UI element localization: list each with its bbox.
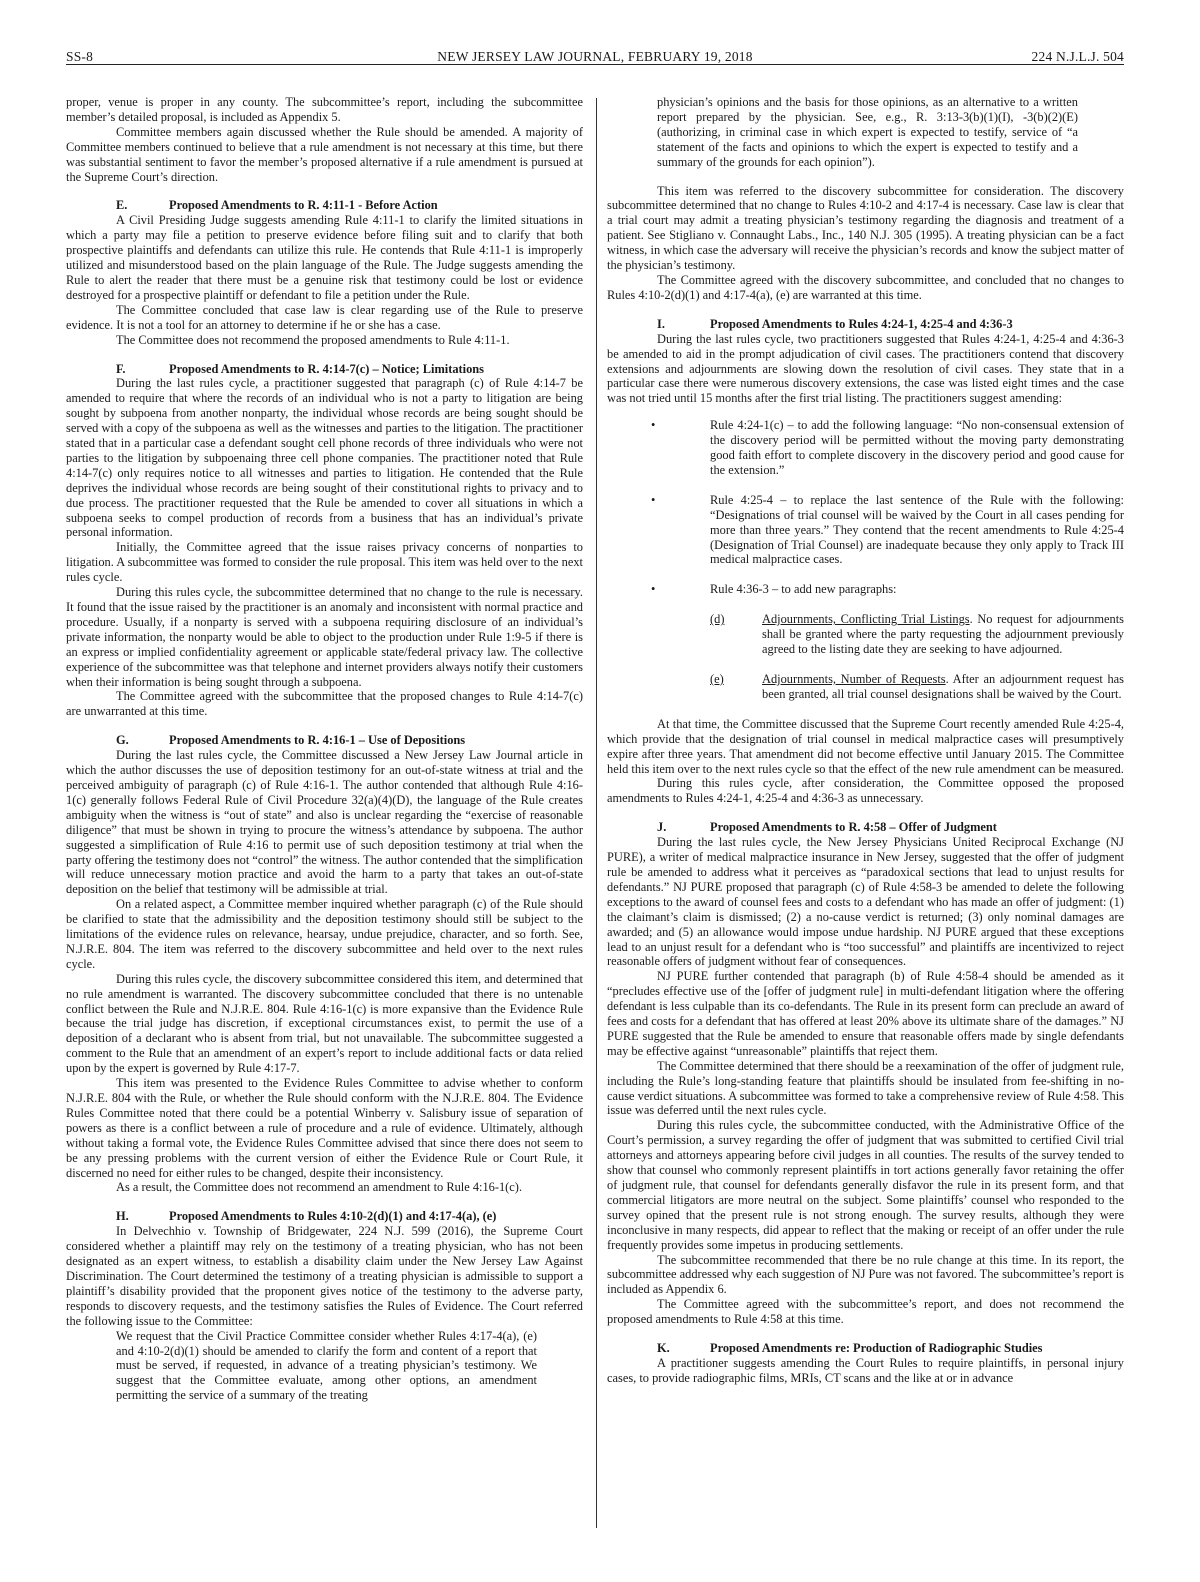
publication-title: NEW JERSEY LAW JOURNAL, FEBRUARY 19, 2018 bbox=[437, 49, 753, 64]
paragraph: The Committee concluded that case law is clear regarding use of the Rule to preserve evidence. It is not a tool for an attorney to determine if he or she has a case. bbox=[66, 302, 583, 332]
paragraph: On a related aspect, a Committee member inquired whether paragraph (c) of the Rule should be clarified to state that the admissibility and the deposition testimony should still be subject to the limitations of the evidence rules on relevance, hearsay, undue prejudice, character, and so forth. See, N.J.R.E. 804. The item was referred to the discovery subcommittee and held over to the next rules cycle. bbox=[66, 897, 583, 971]
paragraph: Initially, the Committee agreed that the issue raises privacy concerns of nonparties to litigation. A subcommittee was formed to consider the rule proposal. This item was held over to the next rules cycle. bbox=[66, 540, 583, 585]
paragraph: proper, venue is proper in any county. The subcommittee’s report, including the subcommittee member’s detailed proposal, is included as Appendix 5. bbox=[66, 95, 583, 124]
paragraph: NJ PURE further contended that paragraph (b) of Rule 4:58-4 should be amended as it “precludes effective use of the [offer of judgment rule] in multi-defendant litigation where the offering defendant is less culpable than its co-defendants. The Rule in its present form can preclude an award of fees and costs for a defendant that has offered at least 20% above its ultimate share of the damages.” NJ PURE suggested that the Rule be amended to ensure that reasonable offers made by single defendants may be effective against “unreasonable” plaintiffs that reject them. bbox=[607, 969, 1124, 1058]
page-header bbox=[66, 34, 1124, 65]
paragraph: The subcommittee recommended that there be no rule change at this time. In its report, the subcommittee addressed why each suggestion of NJ Pure was not favored. The subcommittee’s report is included as Appendix 6. bbox=[607, 1252, 1124, 1297]
paragraph: The Committee agreed with the discovery subcommittee, and concluded that no changes to Rules 4:10-2(d)(1) and 4:17-4(a), (e) are warranted at this time. bbox=[607, 272, 1124, 302]
paragraph: The Committee does not recommend the proposed amendments to Rule 4:11-1. bbox=[116, 332, 510, 347]
right-column bbox=[607, 95, 1124, 1386]
block-quote: We request that the Civil Practice Committee consider whether Rules 4:17-4(a), (e) and 4:10-2(d)(1) should be amended to clarify the form and content of a report that must be served, if requested, in advance of a treating physician’s testimony. We suggest that the Committee evaluate, among other options, an amendment permitting the service of a summary of the treating bbox=[116, 1328, 537, 1403]
list-item: • Rule 4:25-4 – to replace the last sentence of the Rule with the following: “Designations of trial counsel will be waived by the Court in all cases pending for more than three years.” They contend that the recent amendments to Rule 4:25-4 (Designation of Trial Counsel) are inadequate because they only apply to Track III medical malpractice cases. bbox=[651, 492, 1124, 567]
paragraph: Committee members again discussed whether the Rule should be amended. A majority of Committee members continued to believe that a rule amendment is not necessary at this time, but there was substantial sentiment to favor the member’s proposed alternative if a rule amendment is pursued at the Supreme Court’s direction. bbox=[66, 124, 583, 184]
paragraph: During the last rules cycle, two practitioners suggested that Rules 4:24-1, 4:25-4 and 4:36-3 be amended to aid in the prompt adjudication of civil cases. The practitioners contend that discovery extensions and adjournments are slowing down the resolution of civil cases. They state that in a particular case there were numerous discovery extensions, the case was listed eight times and the case was not tried until 15 months after the first trial listing. The practitioners suggest amending: bbox=[607, 331, 1124, 406]
column-divider bbox=[596, 98, 597, 1528]
paragraph: The Committee agreed with the subcommittee’s report, and does not recommend the proposed amendments to Rule 4:58 at this time. bbox=[607, 1297, 1124, 1327]
list-item: • Rule 4:36-3 – to add new paragraphs: bbox=[651, 582, 897, 597]
paragraph: During this rules cycle, the subcommittee conducted, with the Administrative Office of the Court’s permission, a survey regarding the offer of judgment that was submitted to certified Civil trial attorneys and attorneys appearing before civil judges in all counties. The results of the survey tended to show that counsel who commonly represent plaintiffs in tort actions generally favor retaining the offer of judgment rule, that counsel for defendants generally disfavor the rule in its present form, and that commercial litigators are more neutral on the subject. Some plaintiffs’ counsel who responded to the survey opined that the present rule is not strong enough. The survey results, although they were inconclusive in many respects, did appear to reflect that the making or receipt of an offer under the rule frequently provides some impetus in producing settlements. bbox=[607, 1118, 1124, 1252]
paragraph: During the last rules cycle, the Committee discussed a New Jersey Law Journal article in which the author discusses the use of deposition testimony for an out-of-state witness at trial and the perceived ambiguity of paragraph (c) of Rule 4:16-1. The author contended that although Rule 4:16-1(c) generally follows Federal Rule of Civil Procedure 32(a)(4)(D), the language of the Rule creates ambiguity when the witness is “out of state” and also is unclear regarding the “exercise of reasonable diligence” that must be shown in trying to procure the witness’s attendance by subpoena. The author suggested a simplification of Rule 4:16 to permit use of such deposition testimony at trial when the party offering the testimony does not “control” the witness. The author contended that the simplification will reduce unnecessary motion practice and avoid the harm to a party that takes an out-of-state deposition on the belief that testimony will be admissible at trial. bbox=[66, 748, 583, 897]
paragraph: As a result, the Committee does not recommend an amendment to Rule 4:16-1(c). bbox=[116, 1180, 523, 1195]
paragraph: This item was referred to the discovery subcommittee for consideration. The discovery subcommittee determined that no change to Rules 4:10-2 and 4:17-4 is necessary. Case law is clear that a trial court may admit a treating physician’s testimony regarding the diagnosis and treatment of a patient. See Stigliano v. Connaught Labs., Inc., 140 N.J. 305 (1995). A treating physician can be a fact witness, in which case the adversary will receive the physician’s records and know the subject matter of the physician’s testimony. bbox=[607, 183, 1124, 273]
section-heading-i: I. Proposed Amendments to Rules 4:24-1, 4:25-4 and 4:36-3 bbox=[657, 316, 1013, 331]
bullet-list bbox=[607, 418, 1124, 597]
section-heading-g: G. Proposed Amendments to R. 4:16-1 – Use of Depositions bbox=[116, 733, 466, 748]
paragraph: A Civil Presiding Judge suggests amending Rule 4:11-1 to clarify the limited situations in which a party may file a petition to preserve evidence before filing suit and to clarify that both prospective plaintiffs and defendants can utilize this rule. He contends that Rule 4:11-1 is improperly utilized and misunderstood based on the plain language of the Rule. The Judge suggests amending the Rule to alert the reader that there must be a genuine risk that testimony could be lost or evidence destroyed for a prospective plaintiff or defendant to file a petition under the Rule. bbox=[66, 213, 583, 302]
left-column bbox=[66, 95, 583, 1403]
paragraph: This item was presented to the Evidence Rules Committee to advise whether to conform N.J.R.E. 804 with the Rule, or whether the Rule should conform with the N.J.R.E. 804. The Evidence Rules Committee noted that there could be a potential Winberry v. Salisbury issue of separation of powers as there is a conflict between a rule of procedure and a rule of evidence. Ultimately, although without taking a formal vote, the Evidence Rules Committee advised that since there does not seem to be any pressing problems with the current version of either the Evidence Rule or Court Rule, it discerned no need for either rules to be changed, despite their inconsistency. bbox=[66, 1076, 583, 1180]
sub-paragraph-e: (e) Adjournments, Number of Requests. After an adjournment request has been granted, all trial counsel designations shall be waived by the Court. bbox=[710, 672, 1124, 701]
list-item: • Rule 4:24-1(c) – to add the following language: “No non-consensual extension of the discovery period will be permitted without the moving party demonstrating good faith effort to complete discovery in the discovery period and good cause for the extension.” bbox=[651, 418, 1124, 477]
sub-heading: Adjournments, Conflicting Trial Listings bbox=[762, 612, 970, 627]
sub-paragraph-d: (d) Adjournments, Conflicting Trial Listings. No request for adjournments shall be granted where the party requesting the adjournment previously agreed to the listing date they are seeking to have adjourned. bbox=[710, 612, 1124, 657]
sub-label: (e) bbox=[710, 672, 724, 686]
page-number: SS-8 bbox=[66, 49, 94, 64]
section-heading-e: E. Proposed Amendments to R. 4:11-1 - Before Action bbox=[116, 198, 438, 213]
block-quote-continued: physician’s opinions and the basis for those opinions, as an alternative to a written report prepared by the physician. See, e.g., R. 3:13-3(b)(1)(I), -3(b)(2)(E) (authorizing, in criminal case in which expert is expected to testify, service of “a statement of the facts and opinions to which the expert is expected to testify and a summary of the grounds for each opinion”). bbox=[657, 95, 1078, 169]
section-heading-k: K. Proposed Amendments re: Production of Radiographic Studies bbox=[657, 1341, 1043, 1356]
sub-heading: Adjournments, Number of Requests bbox=[762, 672, 946, 686]
paragraph: During the last rules cycle, the New Jersey Physicians United Reciprocal Exchange (NJ PURE), a writer of medical malpractice insurance in New Jersey, suggested that the offer of judgment rule be amended to address what it perceives as “paradoxical sections that lead to unjust results for defendants.” NJ PURE proposed that paragraph (c) of Rule 4:58-3 be amended to delete the following exceptions to the award of counsel fees and costs to a defendant who has made an offer of judgment: (1) the claimant’s claim is dismissed; (2) a no-cause verdict is returned; (3) only nominal damages are awarded; and (5) an allowance would impose undue hardship. NJ PURE argued that these exceptions lead to an unjust result for a defendant who is “too successful” and plaintiffs are incentivized to reject reasonable offers of judgment without fear of consequences. bbox=[607, 835, 1124, 969]
paragraph: In Delvechhio v. Township of Bridgewater, 224 N.J. 599 (2016), the Supreme Court considered whether a plaintiff may rely on the testimony of a treating physician, who has not been designated as an expert witness, to establish a disability claim under the New Jersey Law Against Discrimination. The Court determined the testimony of a treating physician is admissible to support a plaintiff’s disability provided that the proponent gives notice of the testimony to the adverse party, responds to discovery requests, and the testimony satisfies the Rules of Evidence. The Court referred the following issue to the Committee: bbox=[66, 1224, 583, 1328]
paragraph: During the last rules cycle, a practitioner suggested that paragraph (c) of Rule 4:14-7 be amended to require that where the records of an individual who is not a party to litigation are being sought by subpoena from another nonparty, the individual whose records are being sought should be served with a copy of the subpoena as well as the witnesses and parties to the litigation. The practitioner stated that in a particular case a defendant sought cell phone records of three individuals who were not parties to the litigation by subpoenaing three cell phone companies. The practitioner noted that Rule 4:14-7(c) only requires notice to all witnesses and parties to litigation. He contended that the Rule deprives the individual whose records are being sought of their constitutional rights to privacy and to due process. The practitioner requested that the Rule be amended to cover all situations in which a subpoena seeks to compel production of records from a business that has an individual’s private personal information. bbox=[66, 376, 583, 540]
section-heading-h: H. Proposed Amendments to Rules 4:10-2(d)(1) and 4:17-4(a), (e) bbox=[116, 1209, 497, 1224]
paragraph: At that time, the Committee discussed that the Supreme Court recently amended Rule 4:25-4, which provide that the designation of trial counsel in medical malpractice cases will presumptively expire after three years. That amendment did not become effective until January 2015. The Committee held this item over to the next rules cycle so that the effect of the new rule amendment can be measured. bbox=[607, 716, 1124, 776]
paragraph: The Committee determined that there should be a reexamination of the offer of judgment rule, including the Rule’s long-standing feature that plaintiffs should be insulated from fee-shifting in no-cause verdict situations. A subcommittee was formed to take a comprehensive review of Rule 4:58. This issue was deferred until the next rules cycle. bbox=[607, 1058, 1124, 1118]
sub-label: (d) bbox=[710, 612, 725, 627]
section-heading-f: F. Proposed Amendments to R. 4:14-7(c) – Notice; Limitations bbox=[116, 361, 485, 376]
bullet-icon: • bbox=[651, 418, 656, 433]
paragraph: A practitioner suggests amending the Court Rules to require plaintiffs, in personal injury cases, to provide radiographic films, MRIs, CT scans and the like at or in advance bbox=[607, 1355, 1124, 1385]
paragraph: During this rules cycle, the subcommittee determined that no change to the rule is necessary. It found that the issue raised by the practitioner is an anomaly and inconsistent with normal practice and procedure. Usually, if a nonparty is served with a subpoena requiring disclosure of an individual’s private information, the nonparty would be able to object to the production under Rule 1:9-5 if there is an express or implied confidentiality agreement or applicable state/federal privacy law. The collective experience of the subcommittee was that telephone and internet providers always notify their customers when their information is being sought through a subpoena. bbox=[66, 585, 583, 689]
journal-citation: 224 N.J.L.J. 504 bbox=[1031, 49, 1124, 64]
paragraph: The Committee agreed with the subcommittee that the proposed changes to Rule 4:14-7(c) are unwarranted at this time. bbox=[66, 689, 583, 719]
bullet-icon: • bbox=[651, 492, 656, 507]
bullet-icon: • bbox=[651, 582, 656, 597]
paragraph: During this rules cycle, after consideration, the Committee opposed the proposed amendments to Rules 4:24-1, 4:25-4 and 4:36-3 as unnecessary. bbox=[607, 776, 1124, 806]
section-heading-j: J. Proposed Amendments to R. 4:58 – Offer of Judgment bbox=[657, 820, 997, 835]
paragraph: During this rules cycle, the discovery subcommittee considered this item, and determined that no rule amendment is warranted. The discovery subcommittee concluded that there is no untenable conflict between the Rule and N.J.R.E. 804. Rule 4:16-1(c) is more expansive than the Evidence Rule because the trial judge has discretion, if exceptional circumstances exist, to permit the use of a deposition of a declarant who is absent from trial, but not unavailable. The subcommittee suggested a comment to the Rule that an amendment of an expert’s report to include additional facts or data relied upon by the expert is governed by Rule 4:17-7. bbox=[66, 971, 583, 1076]
